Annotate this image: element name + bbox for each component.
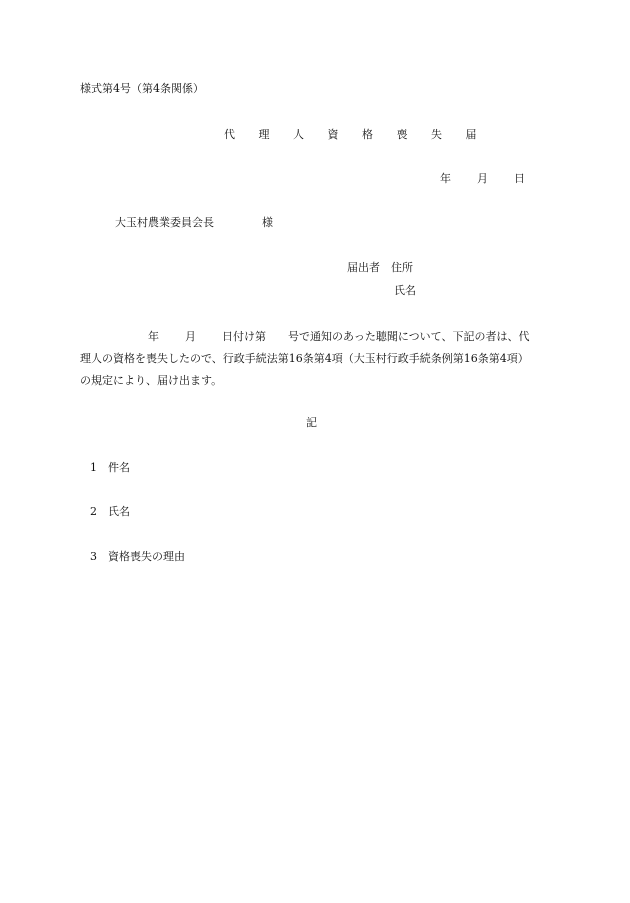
body-dated: 日付け第 (222, 330, 266, 343)
item-label: 資格喪失の理由 (108, 550, 185, 563)
addressee (115, 216, 273, 230)
day-label: 日 (514, 172, 525, 185)
list-item (90, 461, 130, 475)
body-paragraph (80, 326, 550, 392)
date-line (440, 172, 525, 186)
body-text-1: 号で通知のあった聴聞について、下記の者は、代 (288, 330, 530, 343)
addressee-honorific: 様 (262, 216, 273, 229)
item-label: 氏名 (108, 505, 130, 518)
item-number: 1 (90, 461, 97, 474)
body-year: 年 (148, 330, 159, 343)
form-number: 様式第4号（第4条関係） (80, 82, 204, 95)
document-title: 代 理 人 資 格 喪 失 届 (224, 128, 487, 141)
year-label: 年 (440, 172, 451, 185)
body-line-1 (80, 326, 550, 348)
month-label: 月 (477, 172, 488, 185)
item-label: 件名 (108, 461, 130, 474)
applicant-address-label: 届出者 住所 (347, 261, 413, 274)
list-item (90, 550, 185, 564)
item-number: 3 (90, 550, 97, 563)
applicant-name-label: 氏名 (394, 284, 416, 297)
body-line-2: 理人の資格を喪失したので、行政手続法第16条第4項（大玉村行政手続条例第16条第4項） (80, 352, 529, 365)
body-month: 月 (185, 330, 196, 343)
addressee-name: 大玉村農業委員会長 (115, 216, 214, 229)
list-item (90, 505, 130, 519)
ki-heading: 記 (306, 416, 317, 429)
body-line-3: の規定により、届け出ます。 (80, 374, 223, 387)
item-number: 2 (90, 505, 97, 518)
